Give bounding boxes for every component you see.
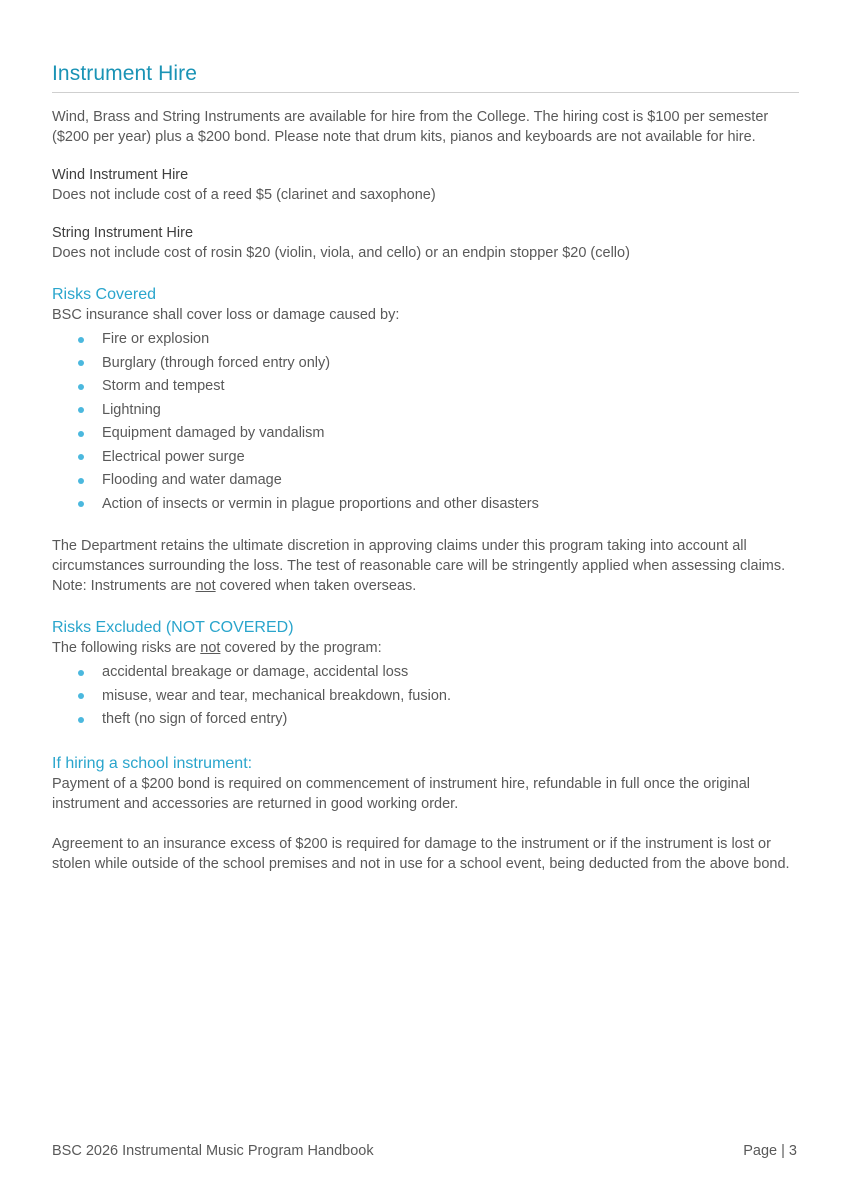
risks-excluded-heading: Risks Excluded (NOT COVERED) <box>52 619 294 636</box>
footer-title: BSC 2026 Instrumental Music Program Handbook <box>52 1143 374 1159</box>
note-suffix: covered when taken overseas. <box>215 578 417 594</box>
discretion-paragraph <box>52 536 799 596</box>
list-item <box>52 708 799 732</box>
list-item <box>52 446 799 470</box>
bullet-icon <box>78 670 84 676</box>
risks-covered-list <box>52 328 799 516</box>
risks-excluded-list <box>52 661 799 732</box>
string-hire-text: Does not include cost of rosin $20 (violin, viola, and cello) or an endpin stopper $20 (cello) <box>52 245 630 261</box>
list-item <box>52 352 799 376</box>
string-hire-heading: String Instrument Hire <box>52 225 194 241</box>
list-item-text: Flooding and water damage <box>102 472 282 488</box>
bullet-icon <box>78 384 84 390</box>
page-title: Instrument Hire <box>52 62 799 93</box>
list-item <box>52 399 799 423</box>
excess-paragraph: Agreement to an insurance excess of $200 is required for damage to the instrument or if the instrument is lost or stolen while outside of the school premises and not in use for a school event, being deducted from the above bond. <box>52 835 790 872</box>
list-item-text: accidental breakage or damage, accidental loss <box>102 664 409 680</box>
bullet-icon <box>78 717 84 723</box>
bullet-icon <box>78 478 84 484</box>
lead-prefix: The following risks are <box>52 640 201 656</box>
risks-covered-lead: BSC insurance shall cover loss or damage caused by: <box>52 307 400 323</box>
string-hire-block <box>52 223 799 263</box>
list-item-text: Fire or explosion <box>102 331 210 347</box>
note-prefix: Note: Instruments are <box>52 578 196 594</box>
list-item-text: Equipment damaged by vandalism <box>102 425 325 441</box>
list-item-text: Burglary (through forced entry only) <box>102 354 331 371</box>
bullet-icon <box>78 360 84 366</box>
list-item-text: Electrical power surge <box>102 448 245 465</box>
lead-suffix: covered by the program: <box>220 640 382 656</box>
page-number: Page | 3 <box>743 1143 797 1159</box>
list-item <box>52 375 799 399</box>
list-item <box>52 422 799 446</box>
wind-hire-heading: Wind Instrument Hire <box>52 167 189 183</box>
school-instrument-heading: If hiring a school instrument: <box>52 754 253 772</box>
list-item <box>52 661 799 685</box>
bullet-icon <box>78 501 84 507</box>
list-item <box>52 493 799 517</box>
bullet-icon <box>78 337 84 343</box>
list-item-text: Lightning <box>102 401 161 418</box>
document-page <box>52 62 799 874</box>
note-emphasis: not <box>195 578 216 594</box>
bullet-icon <box>78 693 84 699</box>
lead-emphasis: not <box>200 640 221 656</box>
list-item-text: Action of insects or vermin in plague proportions and other disasters <box>102 495 539 512</box>
bullet-icon <box>78 431 84 437</box>
discretion-text: The Department retains the ultimate discretion in approving claims under this program taking into account all circumstances surrounding the loss. The test of reasonable care will be stringently applied when assessing claims. <box>52 538 786 574</box>
list-item-text: Storm and tempest <box>102 378 225 394</box>
list-item-text: misuse, wear and tear, mechanical breakdown, fusion. <box>102 687 451 704</box>
intro-paragraph: Wind, Brass and String Instruments are available for hire from the College. The hiring cost is $100 per semester ($200 per year) plus a $200 bond. Please note that drum kits, pianos and keyboards are not available for hire. <box>52 109 769 145</box>
wind-hire-text: Does not include cost of a reed $5 (clarinet and saxophone) <box>52 187 436 203</box>
risks-excluded-lead <box>52 638 799 658</box>
list-item-text: theft (no sign of forced entry) <box>102 711 288 727</box>
bullet-icon <box>78 454 84 460</box>
bullet-icon <box>78 407 84 413</box>
risks-covered-heading: Risks Covered <box>52 286 157 303</box>
list-item <box>52 685 799 709</box>
bond-paragraph: Payment of a $200 bond is required on commencement of instrument hire, refundable in full once the original instrument and accessories are returned in good working order. <box>52 775 751 812</box>
list-item <box>52 328 799 352</box>
page-footer <box>52 1143 797 1159</box>
wind-hire-block <box>52 165 799 205</box>
list-item <box>52 469 799 493</box>
